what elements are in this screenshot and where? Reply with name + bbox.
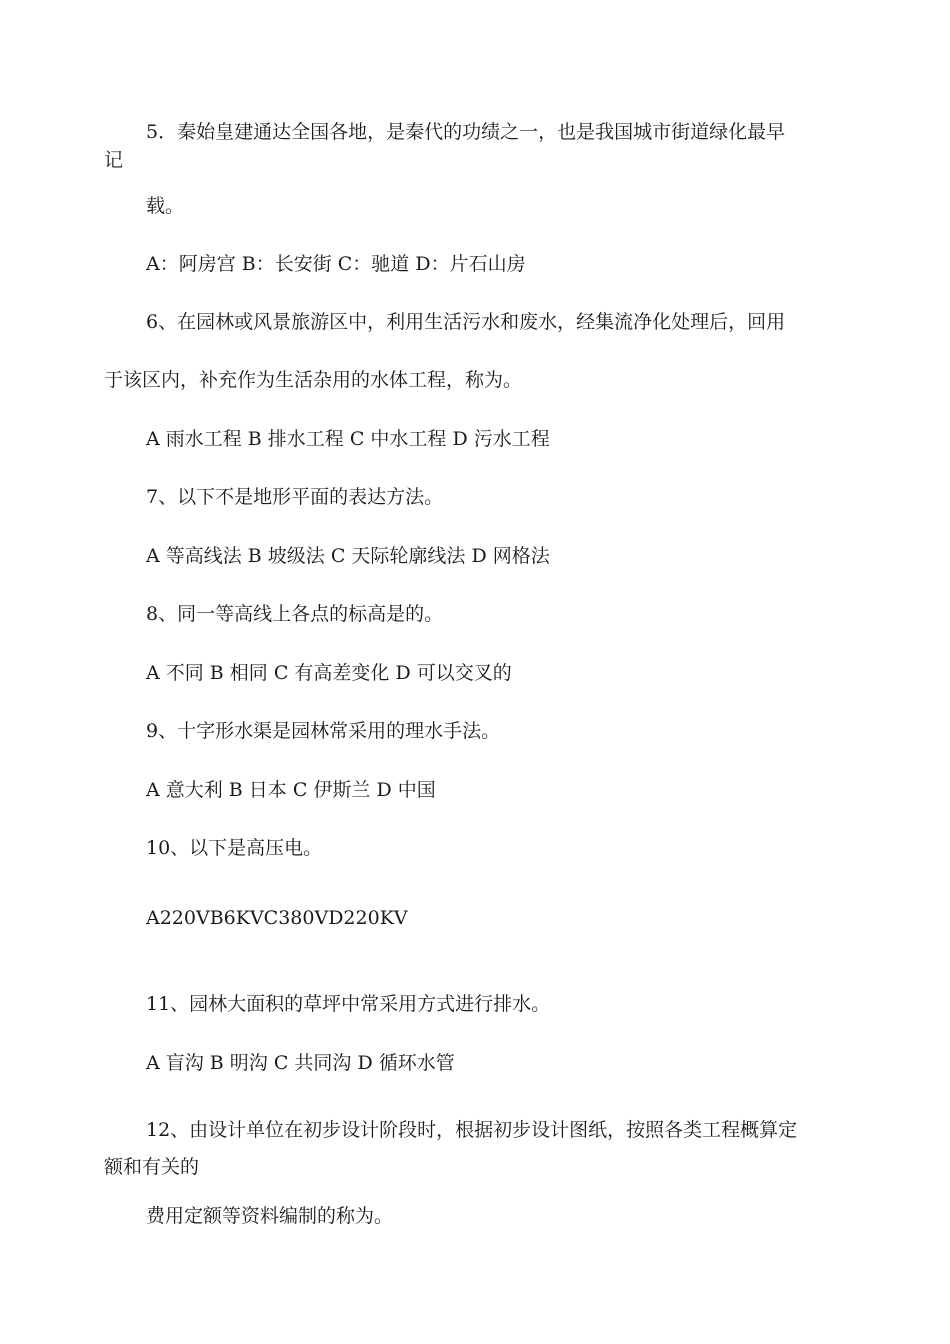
question-7-options: A 等高线法 B 坡级法 C 天际轮廓线法 D 网格法: [146, 545, 550, 567]
question-10-options: A220VB6KVC380VD220KV: [146, 907, 408, 929]
question-12-line-3: 费用定额等资料编制的称为。: [146, 1205, 394, 1227]
question-11: 11、园林大面积的草坪中常采用方式进行排水。: [146, 993, 551, 1015]
question-6-line-1: 6、在园林或风景旅游区中，利用生活污水和废水，经集流净化处理后，回用: [146, 311, 786, 333]
question-11-options: A 盲沟 B 明沟 C 共同沟 D 循环水管: [146, 1052, 455, 1074]
question-9-options: A 意大利 B 日本 C 伊斯兰 D 中国: [146, 779, 436, 801]
question-8: 8、同一等高线上各点的标高是的。: [146, 603, 444, 625]
question-12-line-2: 额和有关的: [104, 1156, 200, 1178]
question-5-options: A：阿房宫 B：长安街 C：驰道 D：片石山房: [146, 253, 526, 275]
question-6-line-2: 于该区内，补充作为生活杂用的水体工程，称为。: [104, 369, 523, 391]
question-5-line-2: 记: [104, 149, 124, 171]
question-10: 10、以下是高压电。: [146, 837, 323, 859]
question-6-options: A 雨水工程 B 排水工程 C 中水工程 D 污水工程: [146, 428, 550, 450]
question-5-line-1: 5．秦始皇建通达全国各地，是秦代的功绩之一，也是我国城市街道绿化最早: [146, 121, 786, 143]
question-5-line-3: 载。: [146, 195, 185, 217]
question-12-line-1: 12、由设计单位在初步设计阶段时，根据初步设计图纸，按照各类工程概算定: [146, 1119, 798, 1141]
question-8-options: A 不同 B 相同 C 有高差变化 D 可以交叉的: [146, 662, 512, 684]
question-7: 7、以下不是地形平面的表达方法。: [146, 486, 444, 508]
question-9: 9、十字形水渠是园林常采用的理水手法。: [146, 720, 501, 742]
